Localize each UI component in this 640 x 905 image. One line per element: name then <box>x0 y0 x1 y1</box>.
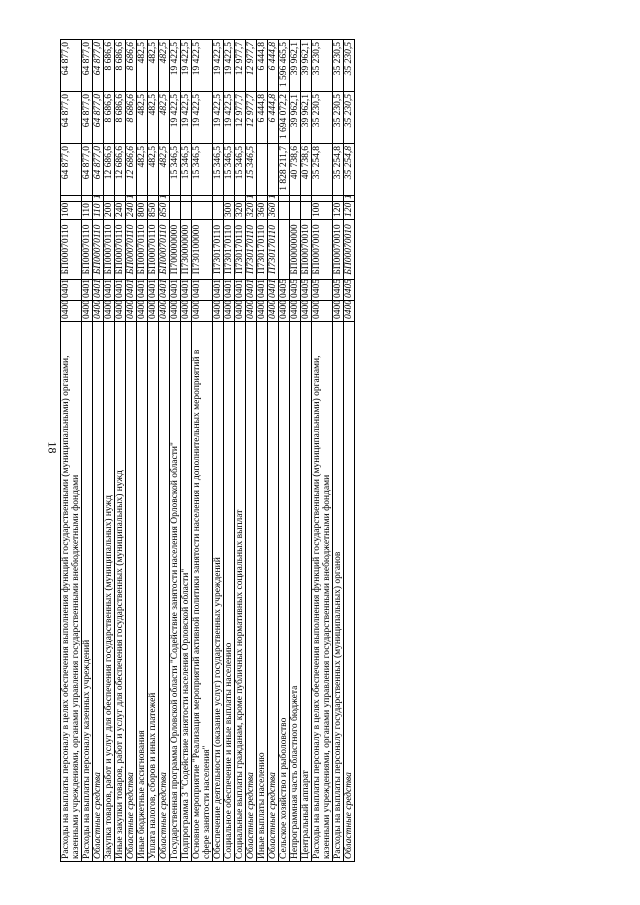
amount-year2-cell: 19 422,5 <box>181 92 192 144</box>
funding-flag-cell <box>224 196 235 202</box>
section-code-cell: 0400 <box>148 301 159 322</box>
section-code-cell: 0400 <box>61 301 82 322</box>
table-row <box>246 40 257 862</box>
target-article-cell: БП00070110 <box>126 220 137 280</box>
subsection-code-cell: 0401 <box>181 280 192 301</box>
amount-year2-cell: 35 230,5 <box>312 92 333 144</box>
row-name-cell: Расходы на выплаты персоналу в целях обеспечения выполнения функций государственными (муниципальными) органами, казенными учреждениями, органами управления государственными внебюджетными фондами <box>312 322 333 862</box>
amount-year2-cell: 12 977,7 <box>235 92 246 144</box>
row-name-cell: Иные выплаты населению <box>257 322 268 862</box>
section-code-cell: 0400 <box>115 301 126 322</box>
target-article-cell: П730000000 <box>181 220 192 280</box>
funding-flag-cell <box>312 196 333 202</box>
expense-type-cell <box>192 202 213 220</box>
amount-year2-cell: 8 686,6 <box>115 92 126 144</box>
amount-year2-cell: 35 230,5 <box>344 92 355 144</box>
table-row <box>126 40 137 862</box>
table-row <box>312 40 333 862</box>
table-row <box>257 40 268 862</box>
target-article-cell: П730170110 <box>257 220 268 280</box>
table-row <box>235 40 246 862</box>
target-article-cell: БП00000000 <box>290 220 301 280</box>
subsection-code-cell: 0405 <box>312 280 333 301</box>
expense-type-cell: 200 <box>104 202 115 220</box>
target-article-cell: П730170110 <box>224 220 235 280</box>
expense-type-cell <box>279 202 290 220</box>
subsection-code-cell: 0405 <box>279 280 290 301</box>
table-row <box>104 40 115 862</box>
amount-year1-cell: 35 254,8 <box>312 144 333 196</box>
expense-type-cell: 850 <box>148 202 159 220</box>
section-code-cell: 0400 <box>268 301 279 322</box>
table-row <box>268 40 279 862</box>
row-name-cell: Государственная программа Орловской области "Содействие занятости населения Орловской области" <box>170 322 181 862</box>
funding-flag-cell <box>104 196 115 202</box>
amount-year2-cell: 19 422,5 <box>170 92 181 144</box>
amount-year1-cell: 64 877,0 <box>61 144 82 196</box>
expense-type-cell: 100 <box>61 202 82 220</box>
table-row <box>137 40 148 862</box>
section-code-cell: 0400 <box>126 301 137 322</box>
amount-year1-cell: 15 346,5 <box>235 144 246 196</box>
section-code-cell: 0400 <box>82 301 93 322</box>
section-code-cell: 0400 <box>312 301 333 322</box>
amount-year3-cell: 6 444,8 <box>257 40 268 92</box>
expense-type-cell <box>213 202 224 220</box>
amount-year3-cell: 35 230,5 <box>344 40 355 92</box>
amount-year3-cell: 64 877,0 <box>61 40 82 92</box>
row-name-cell: Основное мероприятие "Реализация мероприятий активной политики занятости населения и дополнительных мероприятий в сфере занятости населения" <box>192 322 213 862</box>
row-name-cell: Областные средства <box>159 322 170 862</box>
funding-flag-cell: 1 <box>126 196 137 202</box>
row-name-cell: Областные средства <box>246 322 257 862</box>
amount-year1-cell: 64 877,0 <box>93 144 104 196</box>
amount-year3-cell: 19 422,5 <box>192 40 213 92</box>
target-article-cell: П730170110 <box>213 220 224 280</box>
section-code-cell: 0400 <box>279 301 290 322</box>
funding-flag-cell <box>290 196 301 202</box>
target-article-cell: БП00070110 <box>115 220 126 280</box>
amount-year1-cell: 15 346,5 <box>224 144 235 196</box>
row-name-cell: Социальное обеспечение и иные выплаты населению <box>224 322 235 862</box>
row-name-cell: Подпрограмма 3 "Содействие занятости населения Орловской области" <box>181 322 192 862</box>
amount-year1-cell: 1 828 211,7 <box>279 144 290 196</box>
row-name-cell: Сельское хозяйство и рыболовство <box>279 322 290 862</box>
amount-year1-cell: 482,5 <box>148 144 159 196</box>
funding-flag-cell <box>279 196 290 202</box>
row-name-cell: Областные средства <box>268 322 279 862</box>
target-article-cell: П700000000 <box>170 220 181 280</box>
table-row <box>61 40 82 862</box>
expense-type-cell: 240 <box>126 202 137 220</box>
section-code-cell: 0400 <box>224 301 235 322</box>
amount-year3-cell: 12 977,7 <box>235 40 246 92</box>
amount-year1-cell: 15 346,5 <box>213 144 224 196</box>
budget-table-rotated <box>60 40 600 862</box>
section-code-cell: 0400 <box>213 301 224 322</box>
expense-type-cell: 100 <box>312 202 333 220</box>
table-row <box>115 40 126 862</box>
amount-year1-cell: 35 254,8 <box>333 144 344 196</box>
funding-flag-cell: 1 <box>93 196 104 202</box>
subsection-code-cell: 0401 <box>148 280 159 301</box>
table-row <box>224 40 235 862</box>
target-article-cell: БП00070110 <box>82 220 93 280</box>
subsection-code-cell: 0405 <box>344 280 355 301</box>
funding-flag-cell <box>213 196 224 202</box>
table-row <box>93 40 104 862</box>
target-article-cell <box>279 220 290 280</box>
row-name-cell: Областные средства <box>93 322 104 862</box>
target-article-cell: П730170110 <box>268 220 279 280</box>
section-code-cell: 0400 <box>344 301 355 322</box>
table-row <box>181 40 192 862</box>
target-article-cell: БП00070110 <box>93 220 104 280</box>
amount-year2-cell: 19 422,5 <box>224 92 235 144</box>
target-article-cell: БП00070010 <box>312 220 333 280</box>
amount-year3-cell: 8 686,6 <box>126 40 137 92</box>
row-name-cell: Расходы на выплаты персоналу казенных учреждений <box>82 322 93 862</box>
funding-flag-cell <box>115 196 126 202</box>
row-name-cell: Областные средства <box>126 322 137 862</box>
amount-year2-cell: 64 877,0 <box>61 92 82 144</box>
amount-year2-cell: 482,5 <box>159 92 170 144</box>
subsection-code-cell: 0401 <box>268 280 279 301</box>
table-row <box>290 40 301 862</box>
target-article-cell: БП00070110 <box>61 220 82 280</box>
funding-flag-cell <box>235 196 246 202</box>
amount-year1-cell: 15 346,5 <box>192 144 213 196</box>
amount-year1-cell: 482,5 <box>159 144 170 196</box>
row-name-cell: Уплата налогов, сборов и иных платежей <box>148 322 159 862</box>
subsection-code-cell: 0401 <box>115 280 126 301</box>
subsection-code-cell: 0401 <box>235 280 246 301</box>
amount-year2-cell: 19 422,5 <box>213 92 224 144</box>
target-article-cell: БП00070010 <box>333 220 344 280</box>
amount-year2-cell: 64 877,0 <box>93 92 104 144</box>
funding-flag-cell: 1 <box>159 196 170 202</box>
row-name-cell: Непрограммная часть областного бюджета <box>290 322 301 862</box>
expense-type-cell <box>181 202 192 220</box>
subsection-code-cell: 0405 <box>333 280 344 301</box>
subsection-code-cell: 0401 <box>246 280 257 301</box>
section-code-cell: 0400 <box>257 301 268 322</box>
table-row <box>82 40 93 862</box>
target-article-cell: БП00070110 <box>159 220 170 280</box>
row-name-cell: Социальные выплаты гражданам, кроме публичных нормативных социальных выплат <box>235 322 246 862</box>
subsection-code-cell: 0401 <box>82 280 93 301</box>
amount-year1-cell: 15 346,5 <box>170 144 181 196</box>
table-row <box>344 40 355 862</box>
subsection-code-cell: 0401 <box>93 280 104 301</box>
expense-type-cell: 110 <box>82 202 93 220</box>
amount-year2-cell: 12 977,7 <box>246 92 257 144</box>
amount-year3-cell: 8 686,6 <box>115 40 126 92</box>
amount-year1-cell <box>268 144 279 196</box>
section-code-cell: 0400 <box>235 301 246 322</box>
row-name-cell: Иные закупки товаров, работ и услуг для обеспечения государственных (муниципальных) нужд <box>115 322 126 862</box>
expense-type-cell: 360 <box>257 202 268 220</box>
funding-flag-cell: 1 <box>246 196 257 202</box>
funding-flag-cell: 1 <box>344 196 355 202</box>
row-name-cell: Иные бюджетные ассигнования <box>137 322 148 862</box>
amount-year1-cell: 64 877,0 <box>82 144 93 196</box>
amount-year2-cell: 8 686,6 <box>126 92 137 144</box>
row-name-cell: Расходы на выплаты персоналу в целях обеспечения выполнения функций государственными (муниципальными) органами, казенными учреждениями, органами управления государственными внебюджетными фондами <box>61 322 82 862</box>
funding-flag-cell <box>192 196 213 202</box>
amount-year3-cell: 6 444,8 <box>268 40 279 92</box>
subsection-code-cell: 0405 <box>290 280 301 301</box>
section-code-cell: 0400 <box>301 301 312 322</box>
page-number: 18 <box>45 441 60 454</box>
subsection-code-cell: 0401 <box>61 280 82 301</box>
amount-year1-cell: 15 346,5 <box>246 144 257 196</box>
amount-year1-cell: 482,5 <box>137 144 148 196</box>
row-name-cell: Областные средства <box>344 322 355 862</box>
amount-year2-cell: 35 230,5 <box>333 92 344 144</box>
target-article-cell: БП00070010 <box>301 220 312 280</box>
subsection-code-cell: 0401 <box>126 280 137 301</box>
amount-year3-cell: 39 962,1 <box>301 40 312 92</box>
funding-flag-cell <box>301 196 312 202</box>
amount-year2-cell: 39 962,1 <box>301 92 312 144</box>
expense-type-cell <box>301 202 312 220</box>
expense-type-cell: 240 <box>115 202 126 220</box>
table-body <box>61 40 355 862</box>
section-code-cell: 0400 <box>181 301 192 322</box>
expense-type-cell: 300 <box>224 202 235 220</box>
funding-flag-cell <box>257 196 268 202</box>
target-article-cell: П730170110 <box>235 220 246 280</box>
table-row <box>279 40 290 862</box>
section-code-cell: 0400 <box>93 301 104 322</box>
amount-year2-cell: 6 444,8 <box>268 92 279 144</box>
target-article-cell: П730170110 <box>246 220 257 280</box>
amount-year3-cell: 12 977,7 <box>246 40 257 92</box>
section-code-cell: 0400 <box>333 301 344 322</box>
amount-year1-cell: 40 738,6 <box>301 144 312 196</box>
amount-year2-cell: 482,5 <box>137 92 148 144</box>
amount-year2-cell: 19 422,5 <box>192 92 213 144</box>
expense-type-cell: 120 <box>344 202 355 220</box>
amount-year3-cell: 64 877,0 <box>93 40 104 92</box>
amount-year1-cell: 40 738,6 <box>290 144 301 196</box>
expense-type-cell: 360 <box>268 202 279 220</box>
amount-year3-cell: 19 422,5 <box>224 40 235 92</box>
amount-year3-cell: 39 962,1 <box>290 40 301 92</box>
expense-type-cell: 320 <box>246 202 257 220</box>
amount-year3-cell: 19 422,5 <box>170 40 181 92</box>
subsection-code-cell: 0401 <box>159 280 170 301</box>
table-row <box>301 40 312 862</box>
amount-year1-cell: 12 686,6 <box>104 144 115 196</box>
amount-year3-cell: 482,5 <box>148 40 159 92</box>
section-code-cell: 0400 <box>159 301 170 322</box>
target-article-cell: БП00070010 <box>344 220 355 280</box>
amount-year3-cell: 482,5 <box>137 40 148 92</box>
expense-type-cell: 320 <box>235 202 246 220</box>
table-row <box>213 40 224 862</box>
subsection-code-cell: 0401 <box>104 280 115 301</box>
amount-year3-cell: 35 230,5 <box>312 40 333 92</box>
subsection-code-cell: 0401 <box>213 280 224 301</box>
amount-year1-cell: 35 254,8 <box>344 144 355 196</box>
section-code-cell: 0400 <box>170 301 181 322</box>
budget-table <box>60 39 355 862</box>
subsection-code-cell: 0401 <box>257 280 268 301</box>
amount-year2-cell: 64 877,0 <box>82 92 93 144</box>
row-name-cell: Обеспечение деятельности (оказание услуг) государственных учреждений <box>213 322 224 862</box>
target-article-cell: БП00070110 <box>148 220 159 280</box>
subsection-code-cell: 0401 <box>137 280 148 301</box>
amount-year2-cell: 6 444,8 <box>257 92 268 144</box>
funding-flag-cell <box>137 196 148 202</box>
amount-year3-cell: 35 230,5 <box>333 40 344 92</box>
target-article-cell: П730100000 <box>192 220 213 280</box>
expense-type-cell: 110 <box>93 202 104 220</box>
amount-year3-cell: 482,5 <box>159 40 170 92</box>
funding-flag-cell <box>181 196 192 202</box>
funding-flag-cell <box>82 196 93 202</box>
funding-flag-cell <box>170 196 181 202</box>
section-code-cell: 0400 <box>137 301 148 322</box>
section-code-cell: 0400 <box>290 301 301 322</box>
amount-year2-cell: 1 694 072,2 <box>279 92 290 144</box>
amount-year3-cell: 8 686,6 <box>104 40 115 92</box>
subsection-code-cell: 0405 <box>301 280 312 301</box>
subsection-code-cell: 0401 <box>192 280 213 301</box>
funding-flag-cell <box>148 196 159 202</box>
subsection-code-cell: 0401 <box>170 280 181 301</box>
subsection-code-cell: 0401 <box>224 280 235 301</box>
expense-type-cell: 850 <box>159 202 170 220</box>
table-row <box>333 40 344 862</box>
section-code-cell: 0400 <box>192 301 213 322</box>
amount-year2-cell: 8 686,6 <box>104 92 115 144</box>
table-row <box>192 40 213 862</box>
funding-flag-cell: 1 <box>268 196 279 202</box>
funding-flag-cell <box>61 196 82 202</box>
amount-year2-cell: 39 962,1 <box>290 92 301 144</box>
expense-type-cell: 120 <box>333 202 344 220</box>
amount-year2-cell: 482,5 <box>148 92 159 144</box>
amount-year1-cell <box>257 144 268 196</box>
expense-type-cell <box>170 202 181 220</box>
table-row <box>148 40 159 862</box>
amount-year1-cell: 12 686,6 <box>126 144 137 196</box>
target-article-cell: БП00070110 <box>137 220 148 280</box>
amount-year3-cell: 19 422,5 <box>213 40 224 92</box>
amount-year1-cell: 15 346,5 <box>181 144 192 196</box>
row-name-cell: Расходы на выплаты персоналу государственных (муниципальных) органов <box>333 322 344 862</box>
row-name-cell: Закупка товаров, работ и услуг для обеспечения государственных (муниципальных) нужд <box>104 322 115 862</box>
amount-year3-cell: 1 596 465,5 <box>279 40 290 92</box>
funding-flag-cell <box>333 196 344 202</box>
target-article-cell: БП00070110 <box>104 220 115 280</box>
amount-year1-cell: 12 686,6 <box>115 144 126 196</box>
section-code-cell: 0400 <box>246 301 257 322</box>
expense-type-cell <box>290 202 301 220</box>
row-name-cell: Центральный аппарат <box>301 322 312 862</box>
section-code-cell: 0400 <box>104 301 115 322</box>
table-row <box>159 40 170 862</box>
table-row <box>170 40 181 862</box>
amount-year3-cell: 64 877,0 <box>82 40 93 92</box>
expense-type-cell: 800 <box>137 202 148 220</box>
amount-year3-cell: 19 422,5 <box>181 40 192 92</box>
